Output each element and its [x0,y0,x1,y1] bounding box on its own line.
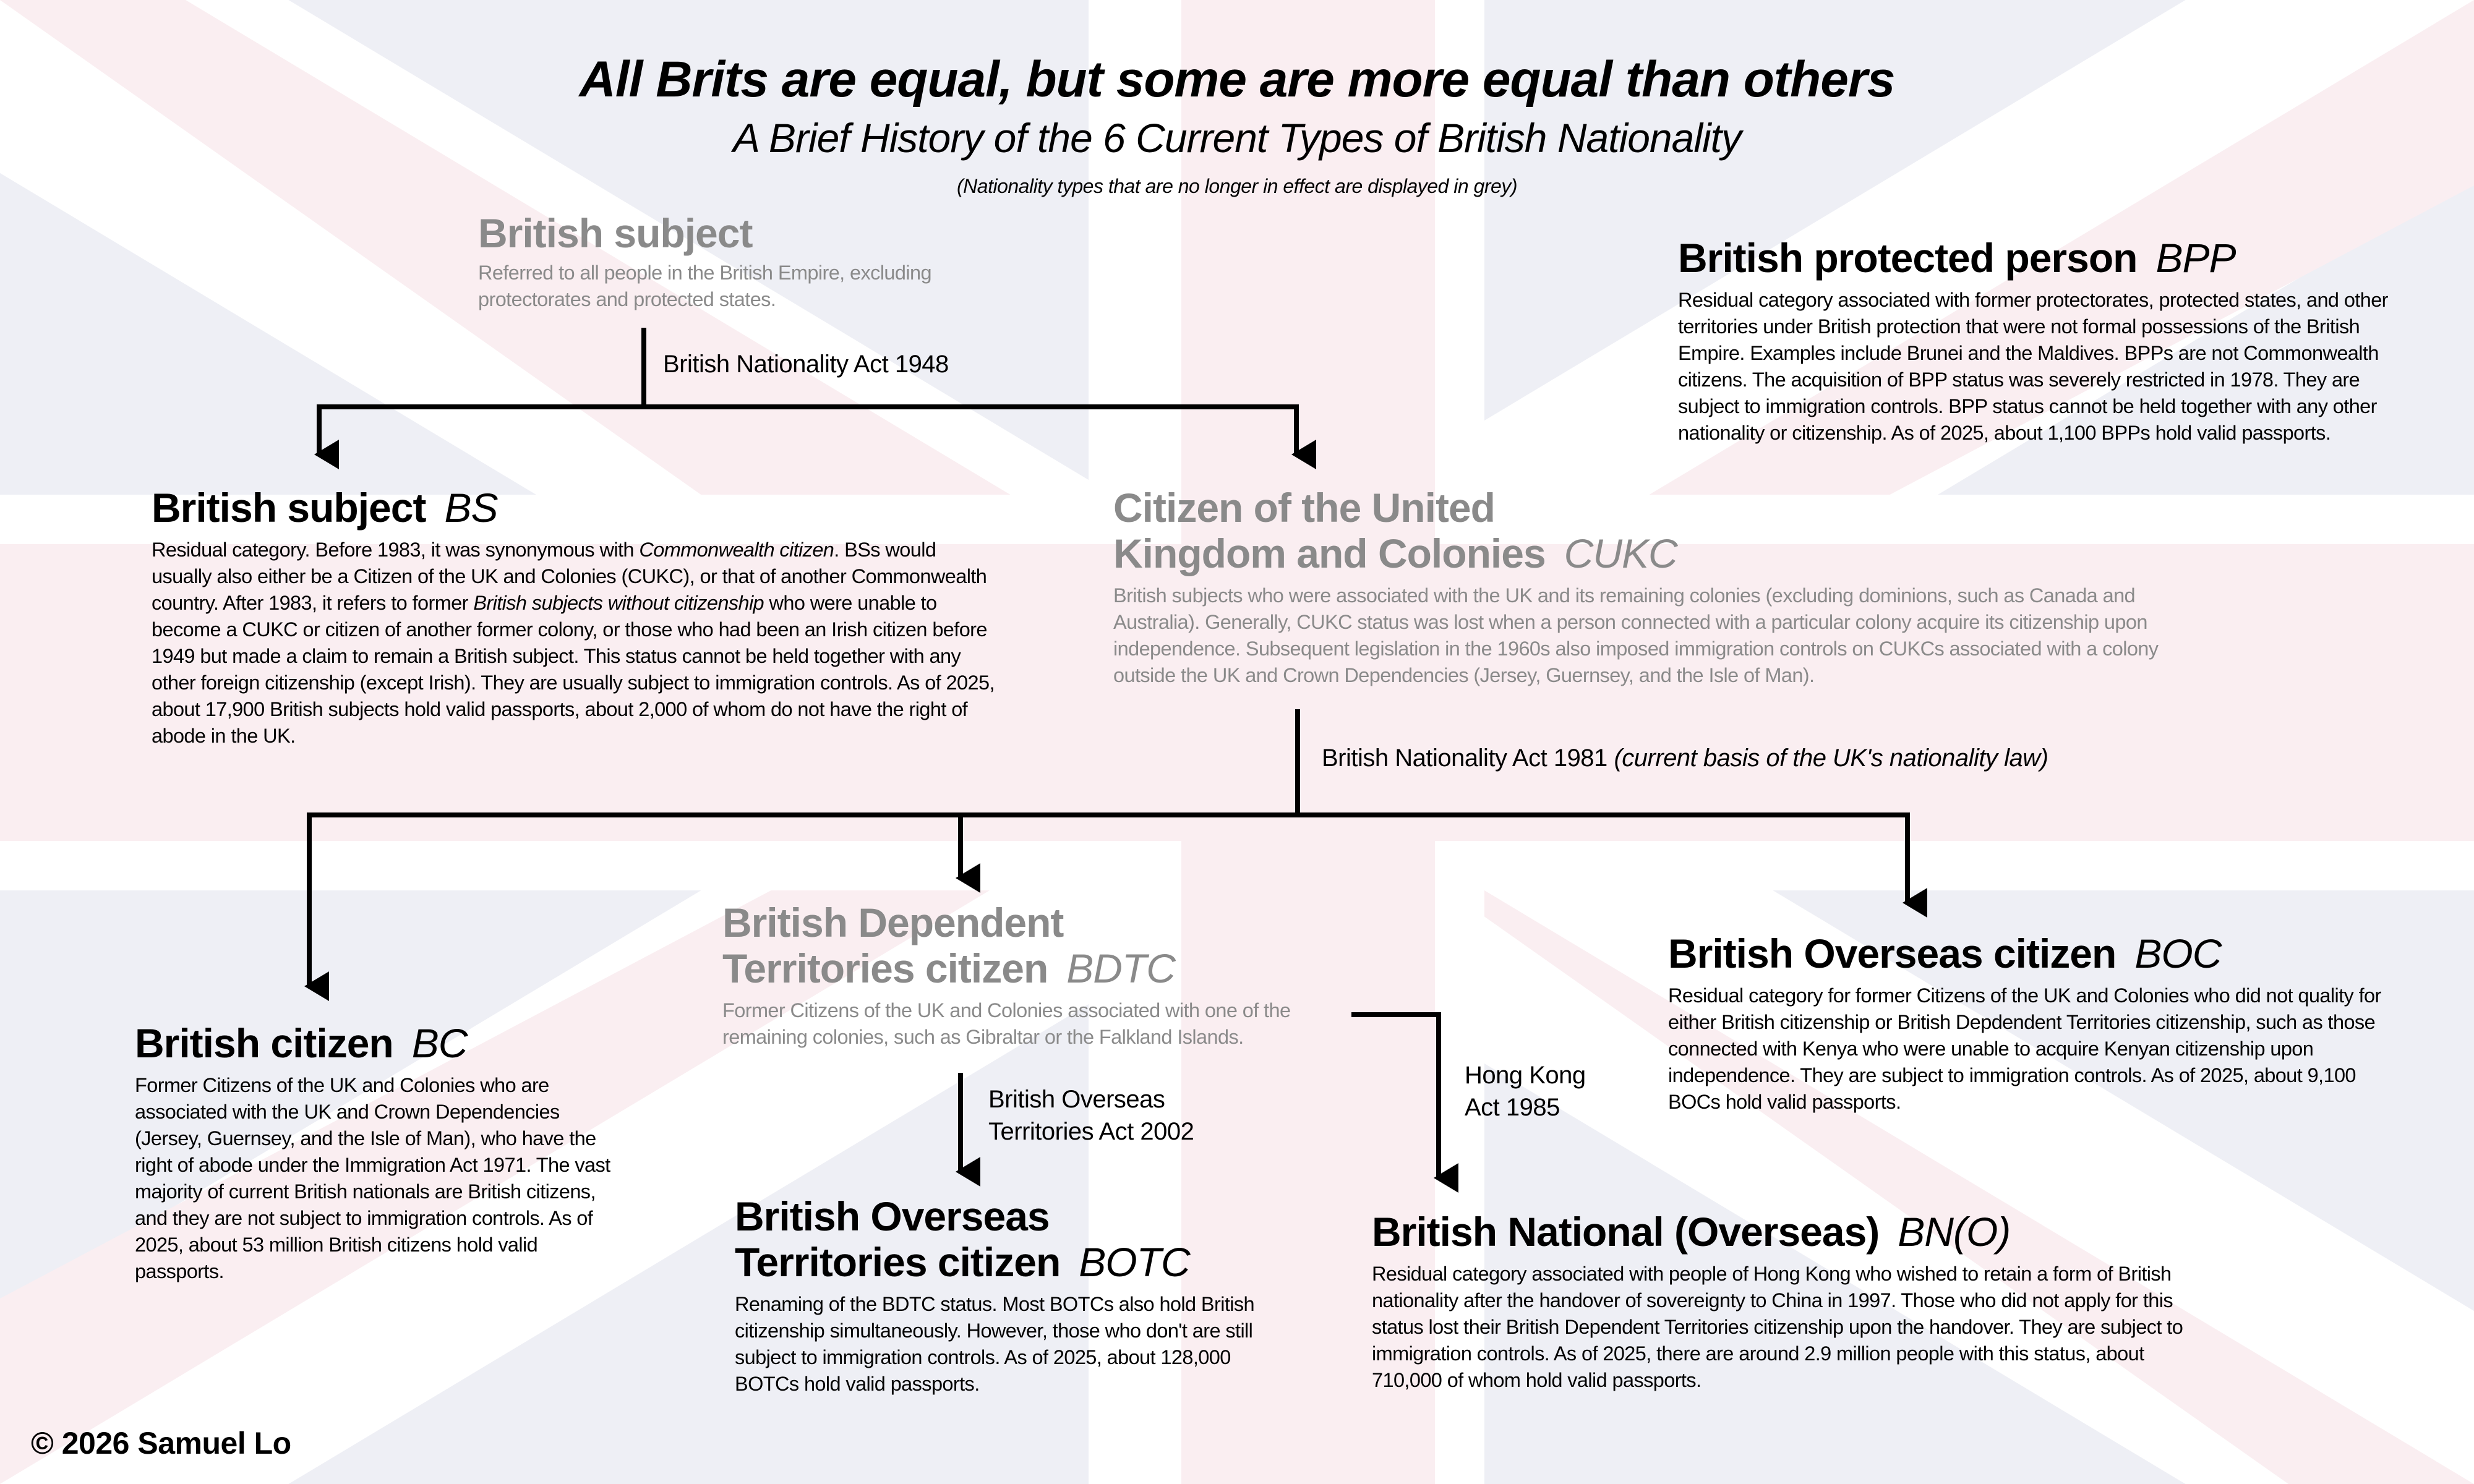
node-botc [735,1193,1279,1397]
act-label-hk1985 [1465,1059,1586,1124]
node-description: Former Citizens of the UK and Colonies associated with one of the remaining colonies, such as Gibraltar or the Falkland Islands. [722,999,1291,1048]
node-description: Referred to all people in the British Empire, excluding protectorates and protected states. [478,262,931,310]
node-title-text: British protected person [1678,235,2138,281]
act-note: (current basis of the UK's nationality law) [1614,744,2048,772]
node-title [1113,485,2202,576]
node-title [722,900,1341,991]
desc-text: Residual category. Before 1983, it was synonymous with [152,539,640,561]
node-title [1668,931,2392,976]
node-description: Residual category associated with former protectorates, protected states, and other territories under British protection that were not formal possessions of the British Empire. Examples include Brunei and the Maldives. BPPs are not Commonwealth citizens. The acquisition of BPP status was severely restricted in 1978. They are subject to immigration controls. BPP status cannot be held together with any other nationality or citizenship. As of 2025, about 1,100 BPPs hold valid passports. [1678,289,2388,444]
copyright-notice: © 2026 Samuel Lo [31,1426,291,1461]
act-label-bota2002 [988,1083,1194,1148]
node-description: Residual category for former Citizens of the UK and Colonies who did not quality for either British citizenship or British Depdendent Territories citizenship, such as those connected with Kenya who were unable to acquire Kenyan citizenship upon independence. They are subject to immigration controls. As of 2025, about 9,100 BOCs hold valid passports. [1668,984,2381,1113]
node-title [1678,235,2389,281]
node-description: Former Citizens of the UK and Colonies who are associated with the UK and Crown Dependencies (Jersey, Guernsey, and the Isle of Man), who have the right of abode under the Immigration Act 1971. The vast majority of current British nationals are British citizens, and they are not subject to immigration controls. As of 2025, about 53 million British citizens hold valid passports. [135,1074,610,1282]
node-title [735,1193,1279,1285]
page-subtitle: A Brief History of the 6 Current Types of British Nationality [733,115,1741,161]
node-title-line2 [735,1239,1279,1285]
node-title-line2 [1113,531,2202,576]
desc-text: who were unable to become a CUKC or citizen of another former colony, or those who had been an Irish citizen before 1949 but made a claim to remain a British subject. This status cannot be held together with any other foreign citizenship (except Irish). They are usually subject to immigration controls. As of 2025, about 17,900 British subjects hold valid passports, about 2,000 of whom do not have the right of abode in the UK. [152,592,995,747]
node-title-text: Territories citizen [722,945,1048,991]
desc-text: . BSs would usually also either be a Citizen of the UK and Colonies (CUKC), or that of another Commonwealth country. After 1983, it refers to former [152,539,987,614]
node-title: British subject [478,210,753,256]
page-title: All Brits are equal, but some are more equal than others [579,51,1895,108]
node-title-line1: British Dependent [722,900,1064,945]
act-name-line2: Territories Act 2002 [988,1118,1194,1145]
node-description [152,537,999,749]
desc-italic: British subjects without citizenship [473,592,764,614]
act-name-line1: Hong Kong [1465,1062,1586,1089]
node-abbreviation: BC [411,1020,468,1066]
node-title-text: British subject [152,485,426,531]
node-description: British subjects who were associated with the UK and its remaining colonies (excluding dominions, such as Canada and Australia). Generally, CUKC status was lost when a person connected with a particular colony acquire its citizenship upon independence. Subsequent legislation in the 1960s also imposed immigration controls on CUKCs associated with a colony outside the UK and Crown Dependencies (Jersey, Guernsey, and the Isle of Man). [1113,584,2159,686]
node-title [135,1020,623,1066]
act-label-bna1981 [1322,742,2048,774]
node-bdtc [722,900,1341,1051]
act-name-line2: Act 1985 [1465,1094,1560,1121]
node-title-line1: Citizen of the United [1113,485,1495,531]
act-label-bna1948: British Nationality Act 1948 [663,351,949,378]
legend-note: (Nationality types that are no longer in effect are displayed in grey) [957,175,1517,197]
node-title [1372,1209,2201,1255]
node-bc [135,1020,623,1285]
node-title-line1: British Overseas [735,1193,1050,1239]
node-title [152,485,999,531]
node-abbreviation: BOC [2134,931,2222,976]
node-abbreviation: CUKC [1564,531,1677,576]
node-abbreviation: BDTC [1066,945,1175,991]
node-abbreviation: BS [444,485,498,531]
node-title-text: British National (Overseas) [1372,1209,1880,1255]
act-name: British Nationality Act 1981 [1322,744,1607,772]
node-title-text: British Overseas citizen [1668,931,2117,976]
act-name-line1: British Overseas [988,1086,1165,1113]
node-british-subject-historic [478,210,985,313]
desc-italic: Commonwealth citizen [639,539,834,561]
node-title-line2 [722,945,1341,991]
node-abbreviation: BN(O) [1898,1209,2011,1255]
node-cukc [1113,485,2202,689]
node-description: Residual category associated with people of Hong Kong who wished to retain a form of British nationality after the handover of sovereignty to China in 1997. Those who did not apply for this status lost their British Dependent Territories citizenship upon the handover. They are subject to immigration controls. As of 2025, there are around 2.9 million people with this status, about 710,000 of whom hold valid passports. [1372,1263,2183,1391]
node-abbreviation: BOTC [1079,1239,1190,1285]
node-bs [152,485,999,749]
node-title-text: Territories citizen [735,1239,1061,1285]
node-bno [1372,1209,2201,1394]
node-description: Renaming of the BDTC status. Most BOTCs also hold British citizenship simultaneously. However, those who don't are still subject to immigration controls. As of 2025, about 128,000 BOTCs hold valid passports. [735,1293,1255,1395]
node-abbreviation: BPP [2155,235,2236,281]
node-title-text: British citizen [135,1020,393,1066]
node-bpp [1678,235,2389,446]
node-boc [1668,931,2392,1115]
node-title-text: Kingdom and Colonies [1113,531,1546,576]
